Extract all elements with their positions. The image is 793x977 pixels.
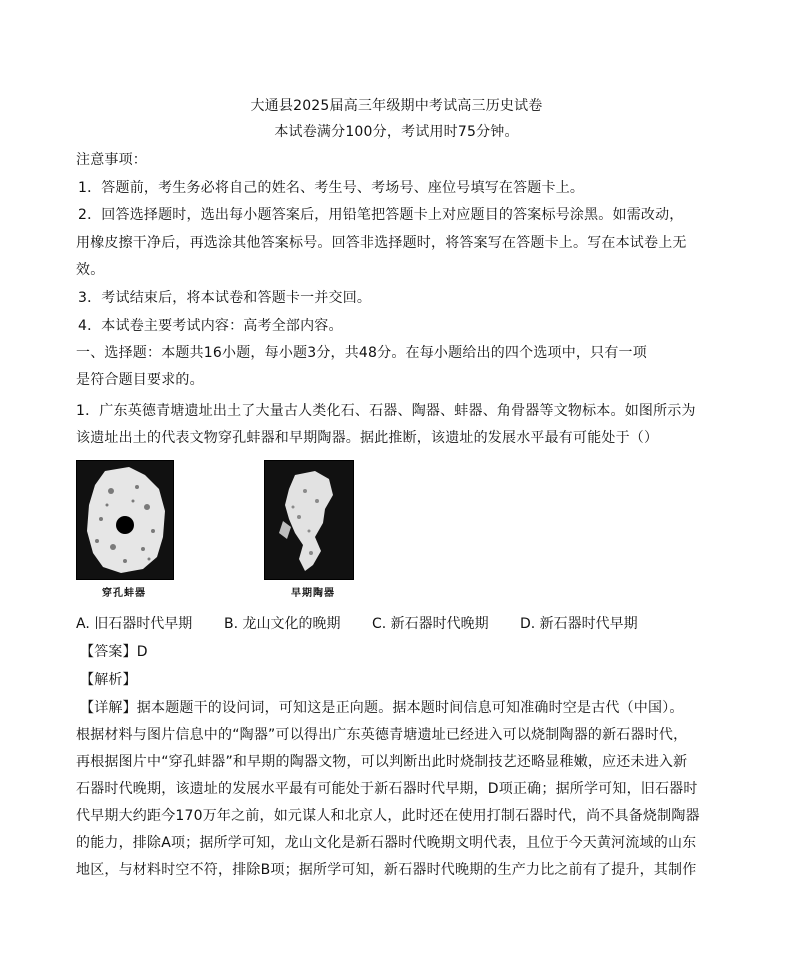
analysis-line-6: 的能力，排除A项；据所学可知，龙山文化是新石器时代晚期文明代表，且位于今天黄河流域的山东 <box>76 835 697 851</box>
perforated-shell-tool-caption: 穿孔蚌器 <box>102 588 146 599</box>
section-header-line-1: 一、选择题：本题共16小题，每小题3分，共48分。在每小题给出的四个选项中，只有一项 <box>76 345 647 361</box>
notes-heading: 注意事项： <box>76 152 147 168</box>
exam-title: 大通县2025届高三年级期中考试高三历史试卷 <box>250 98 543 114</box>
option-a: A. 旧石器时代早期 <box>76 616 193 632</box>
note-item-1: 1．答题前，考生务必将自己的姓名、考生号、考场号、座位号填写在答题卡上。 <box>78 180 585 196</box>
option-c: C. 新石器时代晚期 <box>372 616 489 632</box>
analysis-line-7: 地区，与材料时空不符，排除B项；据所学可知，新石器时代晚期的生产力比之前有了提升，其制作 <box>76 862 697 878</box>
note-item-2-line-1: 2．回答选择题时，选出每小题答案后，用铅笔把答题卡上对应题目的答案标号涂黑。如需改动， <box>78 207 684 223</box>
analysis-line-3: 再根据图片中“穿孔蚌器”和早期的陶器文物，可以判断出此时烧制技艺还略显稚嫩，应还未进入新 <box>76 754 688 770</box>
early-pottery-image <box>264 460 354 580</box>
analysis-line-5: 代早期大约距今170万年之前，如元谋人和北京人，此时还在使用打制石器时代，尚不具备烧制陶器 <box>76 808 700 824</box>
analysis-line-4: 石器时代晚期，该遗址的发展水平最有可能处于新石器时代早期，D项正确；据所学可知，旧石器时 <box>76 781 698 797</box>
question-1-line-2: 该遗址出土的代表文物穿孔蚌器和早期陶器。据此推断，该遗址的发展水平最有可能处于（） <box>76 430 659 446</box>
perforated-shell-tool-image <box>76 460 174 580</box>
analysis-line-2: 根据材料与图片信息中的“陶器”可以得出广东英德青塘遗址已经进入可以烧制陶器的新石器时代， <box>76 727 688 743</box>
analysis-line-1: 【详解】据本题题干的设问词，可知这是正向题。据本题时间信息可知准确时空是古代（中国）。 <box>80 700 684 716</box>
option-b: B. 龙山文化的晚期 <box>224 616 341 632</box>
section-header-line-2: 是符合题目要求的。 <box>76 372 204 388</box>
note-item-4: 4．本试卷主要考试内容：高考全部内容。 <box>78 318 343 334</box>
analysis-heading: 【解析】 <box>80 672 137 688</box>
exam-subtitle: 本试卷满分100分，考试用时75分钟。 <box>274 124 519 140</box>
answer-line: 【答案】D <box>80 644 148 660</box>
question-1-line-1: 1．广东英德青塘遗址出土了大量古人类化石、石器、陶器、蚌器、角骨器等文物标本。如图所示为 <box>76 403 696 419</box>
note-item-3: 3．考试结束后，将本试卷和答题卡一并交回。 <box>78 290 372 306</box>
early-pottery-caption: 早期陶器 <box>291 588 335 599</box>
note-item-2-line-3: 效。 <box>76 262 105 278</box>
option-d: D. 新石器时代早期 <box>520 616 638 632</box>
note-item-2-line-2: 用橡皮擦干净后，再选涂其他答案标号。回答非选择题时，将答案写在答题卡上。写在本试卷上无 <box>76 235 687 251</box>
